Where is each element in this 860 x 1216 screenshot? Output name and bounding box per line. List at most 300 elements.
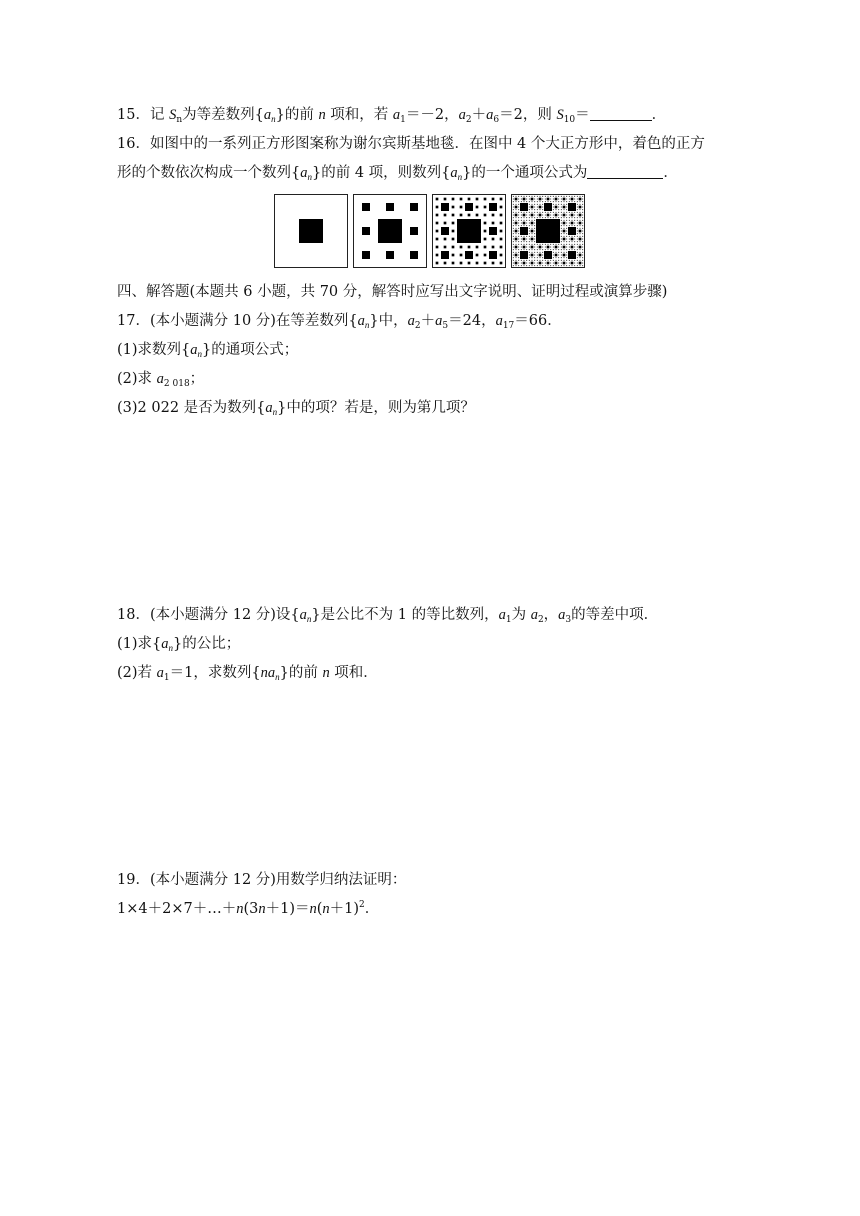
shaded-square xyxy=(529,244,530,245)
shaded-square xyxy=(521,223,522,224)
sierpinski-figure-4 xyxy=(511,194,585,268)
shaded-square xyxy=(582,244,583,245)
shaded-square xyxy=(521,241,522,242)
var: a xyxy=(357,313,365,329)
shaded-square xyxy=(558,260,559,261)
shaded-square xyxy=(513,236,514,237)
shaded-square xyxy=(537,204,538,205)
shaded-square xyxy=(537,249,538,250)
shaded-square xyxy=(580,257,581,258)
var: a xyxy=(498,607,506,623)
text: 17．(本小题满分 10 分)在等差数列{ xyxy=(117,313,358,329)
shaded-square xyxy=(582,233,583,234)
text: 记 xyxy=(149,107,170,123)
shaded-square xyxy=(566,209,567,210)
section-heading: 四、解答题(本题共 6 小题，共 70 分，解答时应写出文字说明、证明过程或演算步骤) xyxy=(117,284,668,300)
shaded-square xyxy=(580,249,581,250)
shaded-square xyxy=(465,203,473,211)
shaded-square xyxy=(564,225,565,226)
text: }的通项公式； xyxy=(202,342,299,358)
var: n xyxy=(197,349,203,359)
var: n xyxy=(318,107,326,123)
var: a xyxy=(156,371,164,387)
problem-number: 15． xyxy=(117,107,150,123)
shaded-square xyxy=(572,220,573,221)
text: 1×4＋2×7＋…＋ xyxy=(117,901,237,917)
shaded-square xyxy=(574,199,575,200)
shaded-square xyxy=(513,252,514,253)
carpet-pattern xyxy=(299,219,323,243)
shaded-square xyxy=(526,241,527,242)
shaded-square xyxy=(572,225,573,226)
shaded-square xyxy=(518,212,519,213)
shaded-square xyxy=(553,212,554,213)
shaded-square xyxy=(561,247,562,248)
shaded-square xyxy=(556,196,557,197)
shaded-square xyxy=(534,204,535,205)
shaded-square xyxy=(555,262,558,265)
text: 形的个数依次构成一个数列{ xyxy=(117,165,301,181)
subscript: 2 xyxy=(465,115,472,125)
shaded-square xyxy=(553,252,554,253)
shaded-square xyxy=(579,214,582,217)
shaded-square xyxy=(484,254,487,257)
shaded-square xyxy=(556,209,557,210)
shaded-square xyxy=(572,249,573,250)
shaded-square xyxy=(572,236,573,237)
text: ＋ xyxy=(471,107,487,123)
shaded-square xyxy=(513,207,514,208)
shaded-square xyxy=(531,262,534,265)
shaded-square xyxy=(518,215,519,216)
shaded-square xyxy=(521,236,522,237)
shaded-square xyxy=(436,246,439,249)
shaded-square xyxy=(524,265,525,266)
shaded-square xyxy=(518,239,519,240)
shaded-square xyxy=(540,201,541,202)
shaded-square xyxy=(444,222,447,225)
shaded-square xyxy=(410,251,418,259)
shaded-square xyxy=(566,233,567,234)
shaded-square xyxy=(556,244,557,245)
subscript: 6 xyxy=(493,115,500,125)
shaded-square xyxy=(542,257,543,258)
shaded-square xyxy=(577,249,578,250)
shaded-square xyxy=(526,263,527,264)
shaded-square xyxy=(529,241,530,242)
shaded-square xyxy=(555,254,558,257)
shaded-square xyxy=(550,265,551,266)
shaded-square xyxy=(524,249,525,250)
shaded-square xyxy=(460,246,463,249)
shaded-square xyxy=(571,246,574,249)
shaded-square xyxy=(544,203,552,211)
shaded-square xyxy=(540,252,541,253)
shaded-square xyxy=(513,199,514,200)
shaded-square xyxy=(580,212,581,213)
shaded-square xyxy=(537,207,538,208)
shaded-square xyxy=(534,199,535,200)
shaded-square xyxy=(526,212,527,213)
shaded-square xyxy=(529,239,530,240)
shaded-square xyxy=(582,265,583,266)
shaded-square xyxy=(572,244,573,245)
shaded-square xyxy=(572,241,573,242)
shaded-square xyxy=(566,228,567,229)
shaded-square xyxy=(537,201,538,202)
text: }的公比； xyxy=(173,636,241,652)
shaded-square xyxy=(577,201,578,202)
var: S xyxy=(169,107,177,123)
shaded-square xyxy=(550,217,551,218)
shaded-square xyxy=(532,260,533,261)
text: ＝2，则 xyxy=(499,107,557,123)
shaded-square xyxy=(563,222,566,225)
shaded-square xyxy=(529,228,530,229)
subscript: 3 xyxy=(565,615,572,625)
shaded-square xyxy=(577,228,578,229)
text: }中的项？若是，则为第几项？ xyxy=(277,400,475,416)
text: }中， xyxy=(369,313,408,329)
shaded-square xyxy=(553,204,554,205)
shaded-square xyxy=(566,265,567,266)
var: a xyxy=(265,400,273,416)
shaded-square xyxy=(579,262,582,265)
shaded-square xyxy=(540,244,541,245)
shaded-square xyxy=(550,260,551,261)
answer-blank[interactable] xyxy=(590,107,652,121)
shaded-square xyxy=(518,249,519,250)
shaded-square xyxy=(558,255,559,256)
shaded-square xyxy=(569,260,570,261)
shaded-square xyxy=(534,201,535,202)
shaded-square xyxy=(521,225,522,226)
text: (3 xyxy=(243,901,259,917)
shaded-square xyxy=(545,260,546,261)
shaded-square xyxy=(524,244,525,245)
shaded-square xyxy=(529,265,530,266)
shaded-square xyxy=(577,239,578,240)
shaded-square xyxy=(534,247,535,248)
shaded-square xyxy=(569,215,570,216)
shaded-square xyxy=(526,201,527,202)
text: ＝－2， xyxy=(405,107,459,123)
var: a xyxy=(407,313,415,329)
shaded-square xyxy=(571,222,574,225)
shaded-square xyxy=(580,244,581,245)
shaded-square xyxy=(577,257,578,258)
shaded-square xyxy=(566,260,567,261)
shaded-square xyxy=(500,214,503,217)
shaded-square xyxy=(550,249,551,250)
shaded-square xyxy=(561,223,562,224)
shaded-square xyxy=(566,255,567,256)
shaded-square xyxy=(574,236,575,237)
shaded-square xyxy=(574,249,575,250)
shaded-square xyxy=(548,249,549,250)
shaded-square xyxy=(564,236,565,237)
shaded-square xyxy=(524,220,525,221)
shaded-square xyxy=(577,220,578,221)
subscript: 17 xyxy=(502,321,515,331)
shaded-square xyxy=(564,265,565,266)
shaded-square xyxy=(580,220,581,221)
shaded-square xyxy=(580,241,581,242)
var: a xyxy=(161,636,169,652)
shaded-square xyxy=(513,215,514,216)
shaded-square xyxy=(561,225,562,226)
shaded-square xyxy=(556,212,557,213)
shaded-square xyxy=(542,204,543,205)
shaded-square xyxy=(553,260,554,261)
shaded-square xyxy=(537,257,538,258)
shaded-square xyxy=(518,201,519,202)
shaded-square xyxy=(521,199,522,200)
shaded-square xyxy=(542,201,543,202)
shaded-square xyxy=(545,249,546,250)
shaded-square xyxy=(516,196,517,197)
var: n xyxy=(307,172,312,182)
shaded-square xyxy=(534,249,535,250)
text: 为 xyxy=(511,607,531,623)
var: a xyxy=(495,313,503,329)
shaded-square xyxy=(386,203,394,211)
shaded-square xyxy=(577,247,578,248)
shaded-square xyxy=(526,196,527,197)
shaded-square xyxy=(550,212,551,213)
shaded-square xyxy=(529,252,530,253)
var: n xyxy=(168,643,174,653)
shaded-square xyxy=(516,225,517,226)
shaded-square xyxy=(574,247,575,248)
shaded-square xyxy=(569,263,570,264)
shaded-square xyxy=(523,214,526,217)
shaded-square xyxy=(561,263,562,264)
shaded-square xyxy=(579,198,582,201)
shaded-square xyxy=(515,198,518,201)
shaded-square xyxy=(577,252,578,253)
shaded-square xyxy=(534,220,535,221)
shaded-square xyxy=(520,203,528,211)
shaded-square xyxy=(513,204,514,205)
shaded-square xyxy=(558,204,559,205)
problem-17-part-1 xyxy=(117,340,298,360)
shaded-square xyxy=(580,217,581,218)
shaded-square xyxy=(568,251,576,259)
shaded-square xyxy=(558,257,559,258)
shaded-square xyxy=(521,249,522,250)
shaded-square xyxy=(582,239,583,240)
shaded-square xyxy=(550,263,551,264)
shaded-square xyxy=(579,222,582,225)
subscript: 10 xyxy=(563,115,576,125)
shaded-square xyxy=(542,263,543,264)
shaded-square xyxy=(513,225,514,226)
shaded-square xyxy=(561,204,562,205)
shaded-square xyxy=(558,244,559,245)
shaded-square xyxy=(476,254,479,257)
shaded-square xyxy=(569,201,570,202)
shaded-square xyxy=(542,249,543,250)
shaded-square xyxy=(577,199,578,200)
shaded-square xyxy=(561,252,562,253)
shaded-square xyxy=(526,215,527,216)
shaded-square xyxy=(569,265,570,266)
shaded-square xyxy=(516,241,517,242)
shaded-square xyxy=(534,223,535,224)
shaded-square xyxy=(378,219,402,243)
shaded-square xyxy=(526,236,527,237)
shaded-square xyxy=(523,238,526,241)
shaded-square xyxy=(529,196,530,197)
shaded-square xyxy=(539,262,542,265)
shaded-square xyxy=(518,252,519,253)
shaded-square xyxy=(492,214,495,217)
shaded-square xyxy=(513,220,514,221)
text: 18．(本小题满分 12 分)设{ xyxy=(117,607,300,623)
shaded-square xyxy=(460,254,463,257)
shaded-square xyxy=(513,231,514,232)
shaded-square xyxy=(542,196,543,197)
shaded-square xyxy=(561,239,562,240)
shaded-square xyxy=(553,263,554,264)
shaded-square xyxy=(542,260,543,261)
text: 为等差数列{ xyxy=(182,107,264,123)
shaded-square xyxy=(563,246,566,249)
shaded-square xyxy=(529,204,530,205)
shaded-square xyxy=(534,236,535,237)
problem-17-statement xyxy=(117,311,562,331)
shaded-square xyxy=(444,198,447,201)
text: ＝1，求数列{ xyxy=(169,665,261,681)
shaded-square xyxy=(574,215,575,216)
shaded-square xyxy=(542,247,543,248)
shaded-square xyxy=(564,233,565,234)
shaded-square xyxy=(582,255,583,256)
shaded-square xyxy=(529,207,530,208)
shaded-square xyxy=(556,204,557,205)
shaded-square xyxy=(534,217,535,218)
shaded-square xyxy=(582,247,583,248)
var: a xyxy=(190,342,198,358)
shaded-square xyxy=(569,247,570,248)
shaded-square xyxy=(558,199,559,200)
shaded-square xyxy=(516,236,517,237)
shaded-square xyxy=(564,241,565,242)
shaded-square xyxy=(561,233,562,234)
shaded-square xyxy=(436,198,439,201)
shaded-square xyxy=(526,265,527,266)
shaded-square xyxy=(577,212,578,213)
shaded-square xyxy=(492,198,495,201)
shaded-square xyxy=(564,260,565,261)
shaded-square xyxy=(571,238,574,241)
shaded-square xyxy=(529,215,530,216)
var: a xyxy=(299,607,307,623)
shaded-square xyxy=(548,196,549,197)
shaded-square xyxy=(547,246,550,249)
answer-blank[interactable] xyxy=(587,165,663,179)
shaded-square xyxy=(566,231,567,232)
shaded-square xyxy=(553,201,554,202)
shaded-square xyxy=(521,265,522,266)
var: n xyxy=(306,614,312,624)
shaded-square xyxy=(468,246,471,249)
shaded-square xyxy=(513,260,514,261)
shaded-square xyxy=(572,201,573,202)
shaded-square xyxy=(537,265,538,266)
shaded-square xyxy=(521,260,522,261)
text: ＝24， xyxy=(448,313,496,329)
shaded-square xyxy=(521,263,522,264)
shaded-square xyxy=(526,249,527,250)
shaded-square xyxy=(577,233,578,234)
text: }的前 xyxy=(275,107,319,123)
shaded-square xyxy=(539,198,542,201)
subscript: 2 xyxy=(537,615,544,625)
var: a xyxy=(156,665,164,681)
shaded-square xyxy=(580,236,581,237)
shaded-square xyxy=(362,251,370,259)
problem-17-part-3 xyxy=(117,398,475,418)
shaded-square xyxy=(542,265,543,266)
shaded-square xyxy=(564,212,565,213)
shaded-square xyxy=(558,263,559,264)
shaded-square xyxy=(566,225,567,226)
shaded-square xyxy=(580,228,581,229)
shaded-square xyxy=(534,263,535,264)
var: n xyxy=(236,901,244,917)
shaded-square xyxy=(569,236,570,237)
shaded-square xyxy=(529,263,530,264)
shaded-square xyxy=(577,223,578,224)
var: a xyxy=(392,107,401,123)
shaded-square xyxy=(537,196,538,197)
shaded-square xyxy=(574,263,575,264)
shaded-square xyxy=(526,244,527,245)
shaded-square xyxy=(539,246,542,249)
shaded-square xyxy=(516,220,517,221)
shaded-square xyxy=(569,196,570,197)
shaded-square xyxy=(476,198,479,201)
shaded-square xyxy=(444,246,447,249)
text: ； xyxy=(189,371,205,387)
shaded-square xyxy=(566,239,567,240)
shaded-square xyxy=(542,252,543,253)
problem-16-line-2 xyxy=(117,163,678,183)
shaded-square xyxy=(545,244,546,245)
shaded-square xyxy=(566,263,567,264)
problem-number: 16． xyxy=(117,136,150,152)
shaded-square xyxy=(555,214,558,217)
shaded-square xyxy=(569,212,570,213)
shaded-square xyxy=(566,223,567,224)
shaded-square xyxy=(563,254,566,257)
shaded-square xyxy=(515,206,518,209)
shaded-square xyxy=(537,247,538,248)
shaded-square xyxy=(582,257,583,258)
shaded-square xyxy=(513,201,514,202)
shaded-square xyxy=(518,263,519,264)
shaded-square xyxy=(563,262,566,265)
shaded-square xyxy=(577,265,578,266)
shaded-square xyxy=(577,215,578,216)
shaded-square xyxy=(540,257,541,258)
shaded-square xyxy=(550,247,551,248)
shaded-square xyxy=(362,227,370,235)
carpet-pattern xyxy=(436,198,503,265)
shaded-square xyxy=(526,223,527,224)
